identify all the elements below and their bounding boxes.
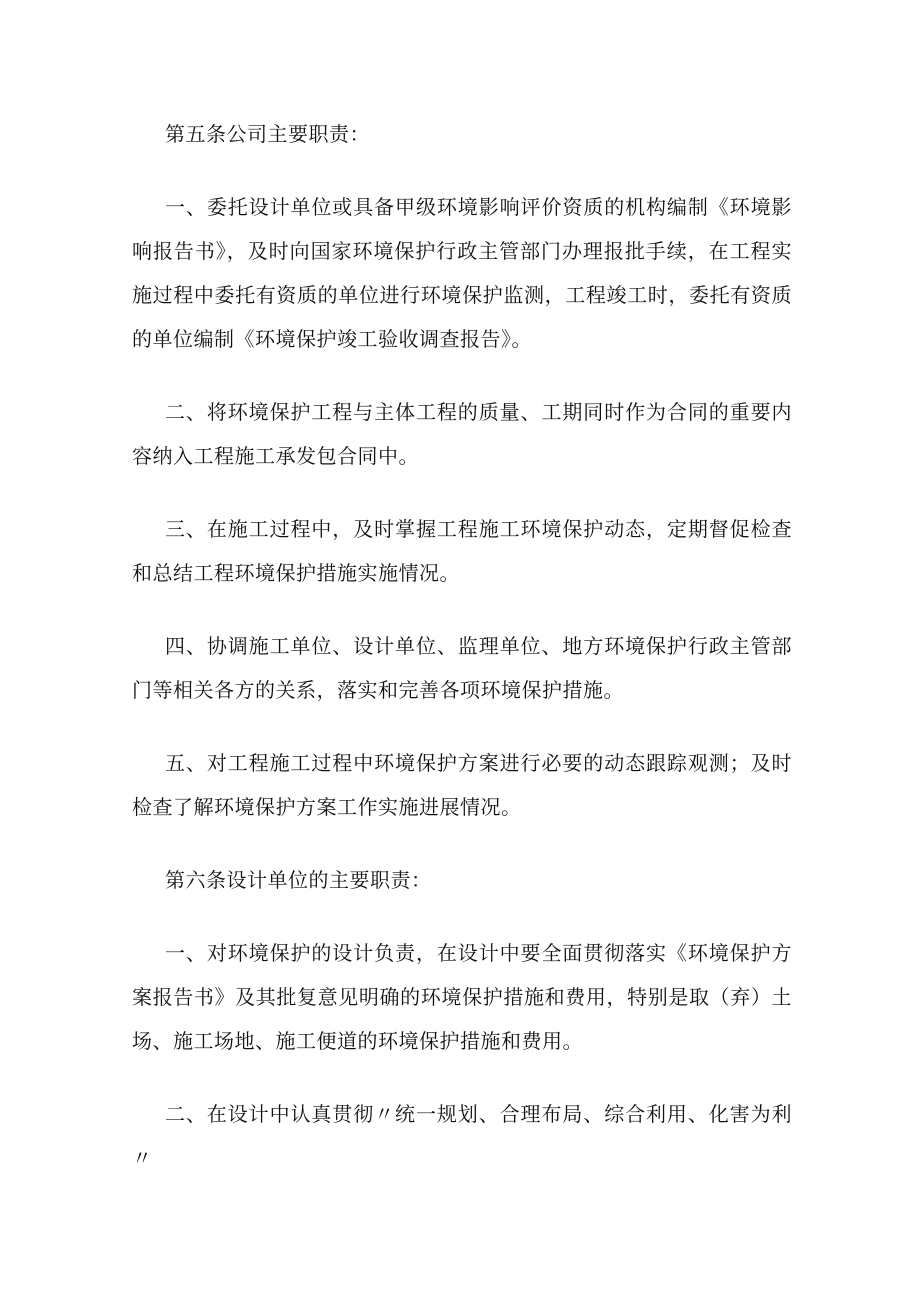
article-6-heading: 第六条设计单位的主要职责： xyxy=(165,868,432,892)
article-5-heading: 第五条公司主要职责： xyxy=(165,122,370,146)
article-6-item-2: 二、在设计中认真贯彻〃统一规划、合理布局、综合利用、化害为利〃 xyxy=(132,1102,792,1170)
article-5-item-5: 五、对工程施工过程中环境保护方案进行必要的动态跟踪观测；及时检查了解环境保护方案工作实施进展情况。 xyxy=(132,751,792,819)
document-body xyxy=(132,112,792,1209)
article-5-item-1: 一、委托设计单位或具备甲级环境影响评价资质的机构编制《环境影响报告书》，及时向国家环境保护行政主管部门办理报批手续，在工程实施过程中委托有资质的单位进行环境保护监测，工程竣工时，委托有资质的单位编制《环境保护竣工验收调查报告》。 xyxy=(132,195,792,351)
article-6-item-1: 一、对环境保护的设计负责，在设计中要全面贯彻落实《环境保护方案报告书》及其批复意见明确的环境保护措施和费用，特别是取（弃）土场、施工场地、施工便道的环境保护措施和费用。 xyxy=(132,941,792,1053)
article-5-item-3: 三、在施工过程中，及时掌握工程施工环境保护动态，定期督促检查和总结工程环境保护措施实施情况。 xyxy=(132,517,792,585)
article-5-item-4: 四、协调施工单位、设计单位、监理单位、地方环境保护行政主管部门等相关各方的关系，落实和完善各项环境保护措施。 xyxy=(132,634,792,702)
article-5-item-2: 二、将环境保护工程与主体工程的质量、工期同时作为合同的重要内容纳入工程施工承发包合同中。 xyxy=(132,400,792,468)
